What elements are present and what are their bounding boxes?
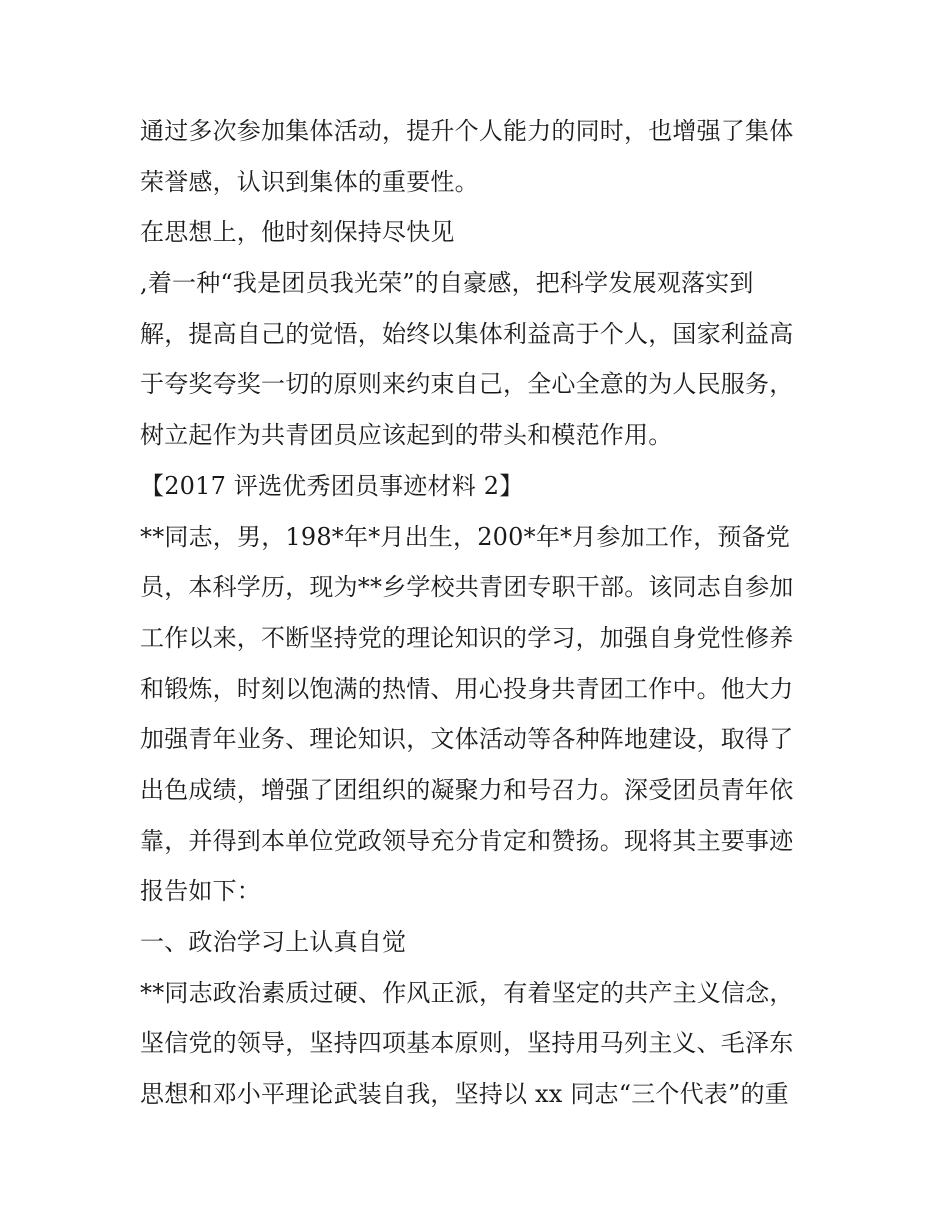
section-heading: 【2017 评选优秀团员事迹材料 2】 bbox=[140, 471, 524, 500]
text-line: 思想和邓小平理论武装自我，坚持以 xx 同志“三个代表”的重 bbox=[140, 1080, 789, 1109]
text-line: 加强青年业务、理论知识，文体活动等各种阵地建设，取得了 bbox=[140, 725, 794, 754]
text-line: **同志政治素质过硬、作风正派，有着坚定的共产主义信念， bbox=[140, 978, 794, 1007]
document-body bbox=[140, 106, 830, 1120]
text-line: 通过多次参加集体活动，提升个人能力的同时，也增强了集体 bbox=[140, 117, 794, 145]
subsection-heading: 一、政治学习上认真自觉 bbox=[140, 928, 407, 956]
text-line: 和锻炼，时刻以饱满的热情、用心投身共青团工作中。他大力 bbox=[140, 674, 794, 703]
text-line: 解，提高自己的觉悟，始终以集体利益高于个人，国家利益高 bbox=[140, 319, 794, 348]
text-line: 靠，并得到本单位党政领导充分肯定和赞扬。现将其主要事迹 bbox=[140, 826, 794, 855]
text-line: 出色成绩，增强了团组织的凝聚力和号召力。深受团员青年依 bbox=[140, 775, 794, 804]
text-line: 于夸奖夸奖一切的原则来约束自己，全心全意的为人民服务， bbox=[140, 370, 794, 399]
text-line: 工作以来，不断坚持党的理论知识的学习，加强自身党性修养 bbox=[140, 623, 794, 652]
text-line: 报告如下： bbox=[140, 877, 261, 906]
text-line: ,着一种“我是团员我光荣”的自豪感，把科学发展观落实到 bbox=[140, 269, 754, 298]
text-line: **同志，男，198*年*月出生，200*年*月参加工作，预备党 bbox=[140, 522, 791, 551]
text-line: 树立起作为共青团员应该起到的带头和模范作用。 bbox=[140, 421, 673, 450]
text-line: 荣誉感，认识到集体的重要性。 bbox=[140, 167, 479, 196]
text-line: 坚信党的领导，坚持四项基本原则，坚持用马列主义、毛泽东 bbox=[140, 1029, 794, 1058]
text-line: 员，本科学历，现为**乡学校共青团专职干部。该同志自参加 bbox=[140, 573, 794, 602]
text-line: 在思想上，他时刻保持尽快见 bbox=[140, 218, 455, 247]
